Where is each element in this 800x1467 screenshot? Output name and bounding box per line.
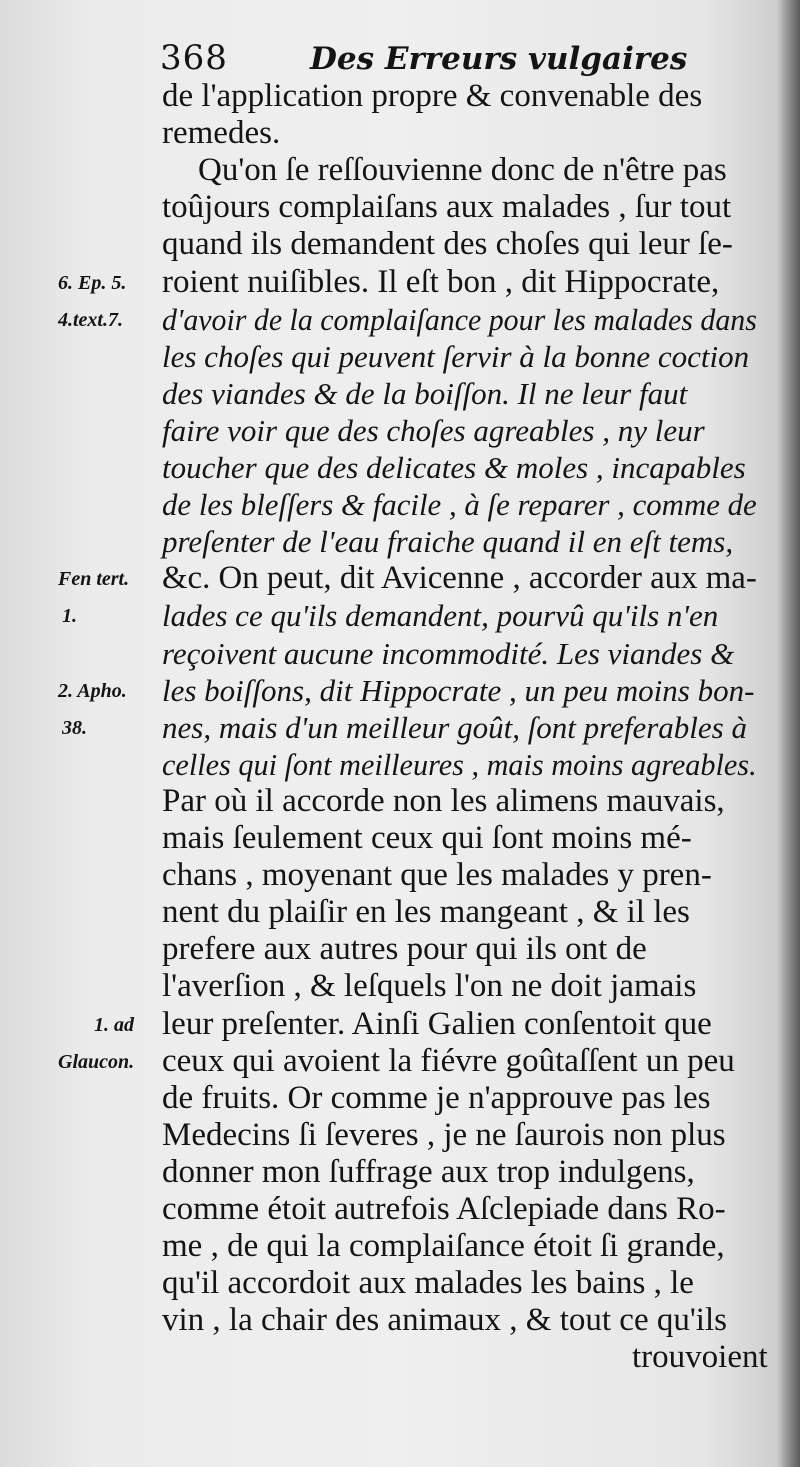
text-line: l'averſion , & leſquels l'on ne doit jamais [162,968,697,1005]
text-line: roient nuiſibles. Il eſt bon , dit Hippocrate, [162,263,720,300]
text-line: les choſes qui peuvent ſervir à la bonne coction [162,338,750,374]
text-line: prefere aux autres pour qui ils ont de [162,931,647,968]
text-line: toucher que des delicates & moles , incapables [162,450,746,485]
text-line: quand ils demandent des choſes qui leur ſe- [162,226,733,263]
text-line: reçoivent aucune incommodité. Les viandes & [162,635,735,671]
text-line: Medecins ſi ſeveres , je ne ſaurois non plus [162,1116,726,1153]
margin-note: 1. ad [94,1013,134,1036]
page-number: 368 [160,38,228,78]
text-line: comme étoit autrefois Aſclepiade dans Ro- [162,1191,726,1227]
text-line: mais ſeulement ceux qui ſont moins mé- [162,820,692,856]
text-line: nent du plaiſir en les mangeant , & il les [162,894,690,931]
margin-note: 2. Apho. [58,679,127,702]
text-line: trouvoient [632,1339,768,1376]
text-line: &c. On peut, dit Avicenne , accorder aux ma- [162,560,757,597]
text-line: preſenter de l'eau fraiche quand il en eſt tems, [162,524,734,560]
text-line: leur preſenter. Ainſi Galien conſentoit que [162,1005,712,1042]
margin-note: 38. [62,716,87,739]
text-line: toûjours complaiſans aux malades , ſur tout [162,189,732,226]
text-line: de l'application propre & convenable des [162,78,703,114]
page-edge-shadow [778,0,800,1467]
text-line: qu'il accordoit aux malades les bains , le [162,1265,694,1302]
text-line: de fruits. Or comme je n'approuve pas les [162,1079,711,1116]
margin-note: 1. [62,605,77,628]
text-line: ceux qui avoient la fiévre goûtaſſent un peu [162,1042,735,1079]
text-line: des viandes & de la boiſſon. Il ne leur faut [162,375,688,411]
text-line: d'avoir de la complaiſance pour les malades dans [162,301,757,337]
margin-note: 4.text.7. [58,308,123,331]
text-line: donner mon ſuffrage aux trop indulgens, [162,1153,695,1190]
text-line: nes, mais d'un meilleur goût, ſont preferables à [162,709,747,745]
text-line: chans , moyenant que les malades y pren- [162,857,712,894]
text-line: me , de qui la complaiſance étoit ſi grande, [162,1228,725,1265]
text-line: lades ce qu'ils demandent, pourvû qu'ils n'en [162,598,719,634]
text-line: celles qui ſont meilleures , mais moins agreables. [162,746,757,782]
text-line: Qu'on ſe reſſouvienne donc de n'être pas [198,152,727,189]
running-title: Des Erreurs vulgaires [310,41,688,77]
text-line: faire voir que des choſes agreables , ny leur [162,412,705,448]
text-line: les boiſſons, dit Hippocrate , un peu moins bon- [162,672,755,708]
margin-note: 6. Ep. 5. [58,271,127,294]
text-line: vin , la chair des animaux , & tout ce qu'ils [162,1302,727,1339]
margin-note: Glaucon. [58,1050,135,1073]
text-line: Par où il accorde non les alimens mauvais, [162,782,725,819]
margin-note: Fen tert. [58,568,130,591]
text-line: de les bleſſers & facile , à ſe reparer , comme de [162,487,757,523]
text-line: remedes. [162,115,281,152]
